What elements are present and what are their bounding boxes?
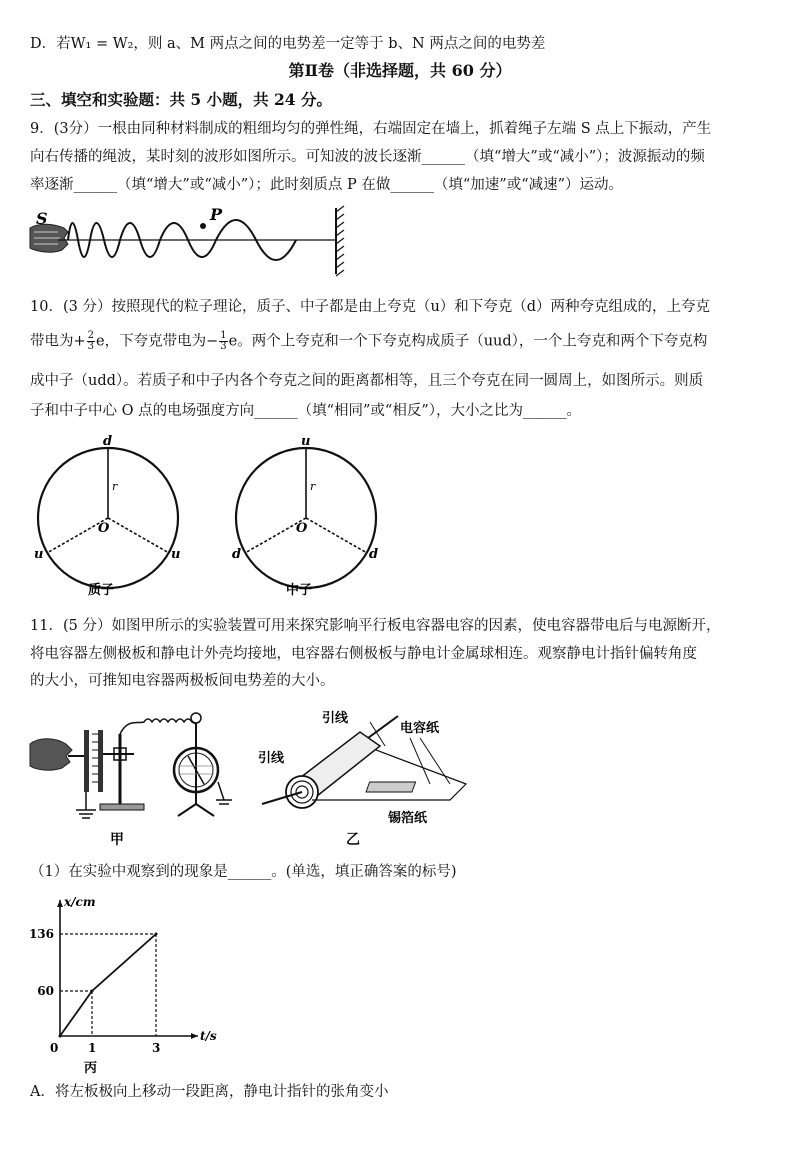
q9-line1: 9．(3分）一根由同种材料制成的粗细均匀的弹性绳，右端固定在墙上，抓着绳子左端 S 点上下振动，产生 — [30, 121, 712, 137]
x-tick-label-0: 0 — [50, 1041, 59, 1055]
proton-radius: r — [112, 480, 118, 493]
data-point-2 — [155, 933, 158, 936]
lead-left-label: 引线 — [258, 751, 285, 766]
fraction-one-third: $\frac{1}{3}$ — [220, 330, 227, 352]
neutron-left-quark: d — [232, 547, 242, 562]
label-s: S — [36, 209, 48, 228]
proton-center: O — [98, 521, 110, 536]
neutron-top-quark: u — [301, 434, 311, 449]
q9-line3: 率逐渐______（填“增大”或“减小”）；此时刻质点 P 在做______（填“加速”或“减速”）运动。 — [30, 177, 624, 193]
q11-option-a: A．将左板极向上移动一段距离，静电计指针的张角变小 — [30, 1084, 389, 1100]
neutron-caption: 中子 — [286, 583, 313, 598]
label-p: P — [210, 205, 223, 224]
q10-line2c: e。两个上夸克和一个下夸克构成质子（uud），一个上夸克和两个下夸克构 — [228, 333, 708, 350]
neutron-right-quark: d — [369, 547, 379, 562]
proton-top-quark: d — [103, 434, 113, 449]
figure-yi-caption: 乙 — [346, 832, 360, 848]
q10-line2 — [30, 331, 707, 352]
part-heading: 三、填空和实验题：共 5 小题，共 24 分。 — [30, 90, 332, 109]
x-axis-label: t/s — [200, 1029, 217, 1043]
q11-sub1: （1）在实验中观察到的现象是______。(单选，填正确答案的标号) — [30, 864, 457, 880]
figure-bing-chart — [28, 892, 218, 1082]
neutron-radius: r — [310, 480, 316, 493]
option-d: D．若W₁ = W₂，则 a、M 两点之间的电势差一定等于 b、N 两点之间的电势差 — [30, 36, 546, 52]
section-title: 第Ⅱ卷（非选择题，共 60 分） — [288, 61, 512, 80]
chart-title: 丙 — [84, 1061, 98, 1076]
q9-line2: 向右传播的绳波，某时刻的波形如图所示。可知波的波长逐渐______（填“增大”或“减小”）；波源振动的频 — [30, 149, 705, 165]
y-axis-arrow — [57, 900, 63, 907]
q10-line4: 子和中子中心 O 点的电场强度方向______（填“相同”或“相反”），大小之比为______。 — [30, 403, 582, 419]
y-axis-label: x/cm — [64, 895, 96, 909]
x-tick-label-2: 3 — [152, 1041, 161, 1055]
x-axis-arrow — [191, 1033, 198, 1039]
figure-jia-apparatus — [28, 704, 240, 852]
foil-label: 锡箔纸 — [388, 811, 428, 826]
proton-left-quark: u — [34, 547, 44, 562]
q11-line2: 将电容器左侧极板和静电计外壳均接地，电容器右侧极板与静电计金属球相连。观察静电计指针偏转角度 — [30, 646, 697, 662]
x-tick-label-1: 1 — [88, 1041, 97, 1055]
cap-paper-label: 电容纸 — [400, 721, 440, 736]
q11-line3: 的大小，可推知电容器两极板间电势差的大小。 — [30, 673, 335, 689]
figure-jia-caption: 甲 — [110, 832, 124, 848]
q10-line3: 成中子（udd）。若质子和中子内各个夸克之间的距离都相等，且三个夸克在同一圆周上，如图所示。则质 — [30, 373, 704, 389]
data-point-0 — [59, 1035, 62, 1038]
data-point-1 — [91, 990, 94, 993]
series-line — [60, 934, 156, 1036]
q10-line2a: 带电为+ — [30, 333, 86, 350]
proton-figure — [28, 434, 208, 600]
fraction-two-thirds: $\frac{2}{3}$ — [87, 330, 95, 352]
hand-icon — [30, 739, 72, 770]
q10-line2b: e，下夸克带电为− — [96, 333, 219, 350]
y-tick-label-1: 136 — [28, 927, 54, 941]
rope-wave-figure — [28, 204, 358, 280]
y-tick-label-0: 60 — [37, 984, 54, 998]
proton-caption: 质子 — [88, 583, 115, 598]
neutron-center: O — [296, 521, 308, 536]
point-p — [200, 223, 206, 229]
figure-yi-capacitor — [250, 704, 480, 852]
q11-line1: 11．(5 分）如图甲所示的实验装置可用来探究影响平行板电容器电容的因素，使电容器带电后与电源断开， — [30, 618, 721, 634]
lead-top-label: 引线 — [322, 711, 349, 726]
proton-right-quark: u — [171, 547, 181, 562]
neutron-figure — [226, 434, 406, 600]
q10-line1: 10．(3 分）按照现代的粒子理论，质子、中子都是由上夸克（u）和下夸克（d）两种夸克组成的，上夸克 — [30, 299, 711, 315]
